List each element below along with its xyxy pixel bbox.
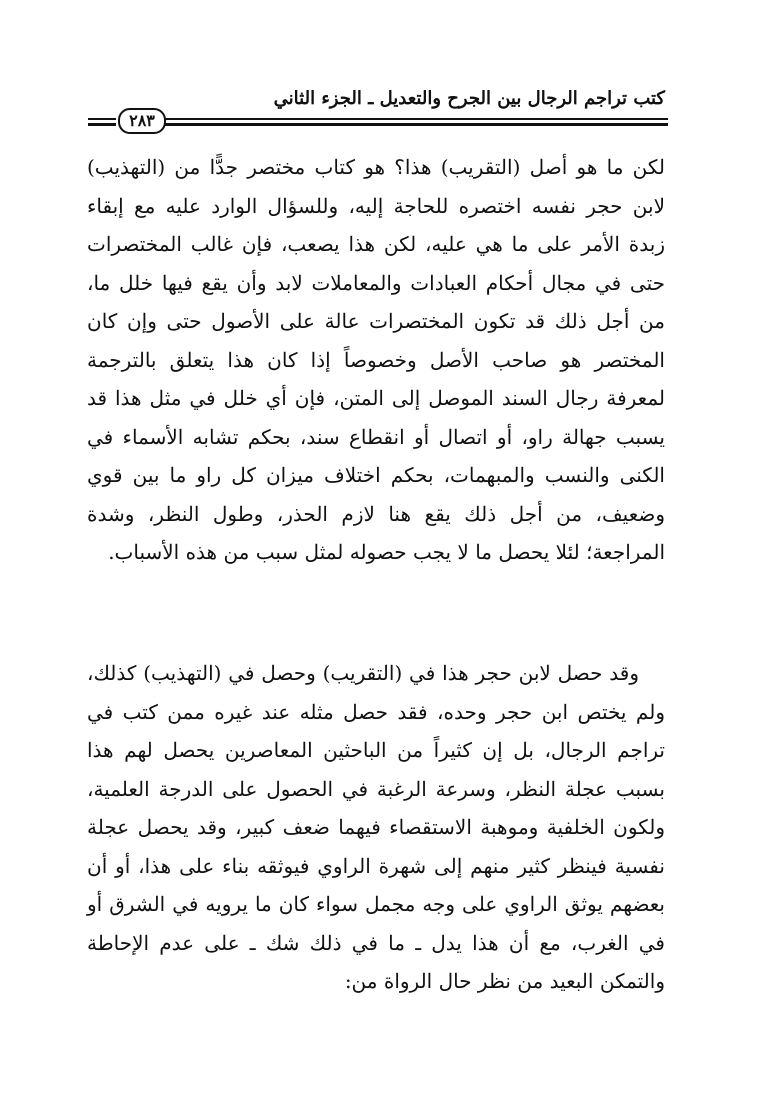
header-rule-left-bottom — [88, 123, 116, 126]
header-rule-line-top — [156, 118, 668, 120]
header-rule-line-bottom — [156, 123, 668, 126]
page-number: ٢٨٣ — [118, 108, 166, 134]
header-rule-left-top — [88, 118, 116, 120]
header-rule — [88, 111, 668, 130]
running-title: كتب تراجم الرجال بين الجرح والتعديل ـ الجزء الثاني — [273, 88, 665, 109]
body-paragraph-2: وقد حصل لابن حجر هذا في (التقريب) وحصل في (التهذيب) كذلك، ولم يختص ابن حجر وحده، فقد حصل مثله عند غيره ممن كتب في تراجم الرجال، بل إن كثيراً من الباحثين المعاصرين يحصل لهم هذا بسبب عجلة النظر، وسرعة الرغبة في الحصول على الدرجة العلمية، ولكون الخلفية وموهبة الاستقصاء فيهما ضعف كبير، وقد يحصل عجلة نفسية فينظر كثير منهم إلى شهرة الراوي فيوثقه بناء على هذا، أو أن بعضهم يوثق الراوي على وجه مجمل سواء كان ما يرويه في الشرق أو في الغرب، مع أن هذا يدل ـ ما في ذلك شك ـ على عدم الإحاطة والتمكن البعيد من نظر حال الرواة من: — [87, 661, 665, 993]
body-paragraph-1: لكن ما هو أصل (التقريب) هذا؟ هو كتاب مختصر جدًّا من (التهذيب) لابن حجر نفسه اختصره للحاجة إليه، وللسؤال الوارد عليه مع إبقاء زبدة الأمر على ما هي عليه، لكن هذا يصعب، فإن غالب المختصرات حتى في مجال أحكام العبادات والمعاملات لابد وأن يقع فيها خلل ما، من أجل ذلك قد تكون المختصرات عالة على الأصول حتى وإن كان المختصر هو صاحب الأصل وخصوصاً إذا كان هذا يتعلق بالترجمة لمعرفة رجال السند الموصل إلى المتن، فإن أي خلل في مثل هذا قد يسبب جهالة راو، أو اتصال أو انقطاع سند، بحكم تشابه الأسماء في الكنى والنسب والمبهمات، بحكم اختلاف ميزان كل راو ما بين قوي وضعيف، من أجل ذلك يقع هنا لازم الحذر، وطول النظر، وشدة المراجعة؛ لئلا يحصل ما لا يجب حصوله لمثل سبب من هذه الأسباب. — [87, 155, 665, 564]
